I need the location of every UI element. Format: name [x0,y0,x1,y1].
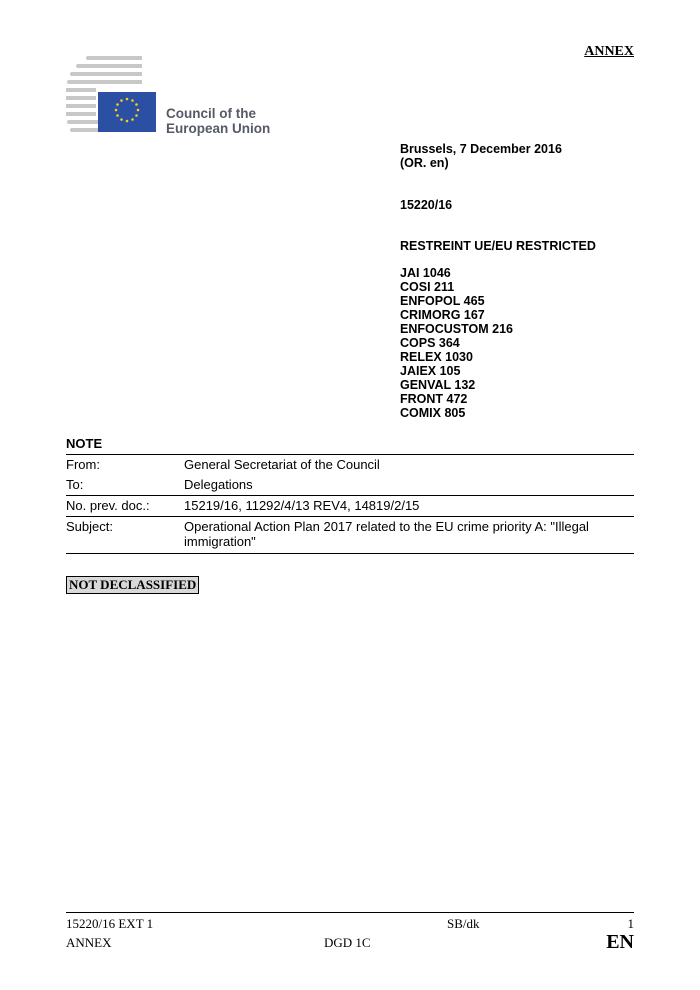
file-code: JAIEX 105 [400,364,461,378]
classification: RESTREINT UE/EU RESTRICTED [400,239,596,253]
footer-language: EN [606,931,634,953]
note-value: 15219/16, 11292/4/13 REV4, 14819/2/15 [184,496,634,517]
note-value: Delegations [184,477,253,492]
note-row-from [66,455,634,476]
footer-reference: 15220/16 EXT 1 [66,916,154,931]
note-row-prev-doc [66,496,634,517]
file-code: ENFOPOL 465 [400,294,485,308]
file-code: RELEX 1030 [400,350,473,364]
note-label: From: [66,455,184,476]
footer-directorate: DGD 1C [324,935,371,950]
file-code: COPS 364 [400,336,460,350]
file-code: JAI 1046 [400,266,451,280]
file-code: ENFOCUSTOM 216 [400,322,513,336]
note-row-subject [66,517,634,554]
file-code: GENVAL 132 [400,378,476,392]
note-title: NOTE [66,436,103,451]
footer-page-number: 1 [627,916,634,931]
file-code: FRONT 472 [400,392,468,406]
logo-line-2: European Union [166,121,271,136]
original-language: (OR. en) [400,156,449,170]
note-label: Subject: [66,517,184,554]
footer-initials: SB/dk [447,916,480,931]
note-label: No. prev. doc.: [66,496,184,517]
note-value: Operational Action Plan 2017 related to the EU crime priority A: "Illegal immigration" [184,517,634,554]
file-code: CRIMORG 167 [400,308,485,322]
logo-line-1: Council of the [166,106,256,121]
note-value: General Secretariat of the Council [184,455,634,476]
footer-divider [66,912,634,913]
document-number: 15220/16 [400,198,453,212]
note-label: To: [66,477,84,492]
file-codes [400,266,513,420]
file-code: COMIX 805 [400,406,466,420]
note-row-to [66,475,634,496]
note-table [66,454,634,554]
file-code: COSI 211 [400,280,455,294]
logo-text [166,106,270,136]
place-date: Brussels, 7 December 2016 [400,142,562,156]
annex-label: ANNEX [584,44,634,59]
footer-annex: ANNEX [66,935,112,950]
declassification-stamp: NOT DECLASSIFIED [66,576,199,594]
